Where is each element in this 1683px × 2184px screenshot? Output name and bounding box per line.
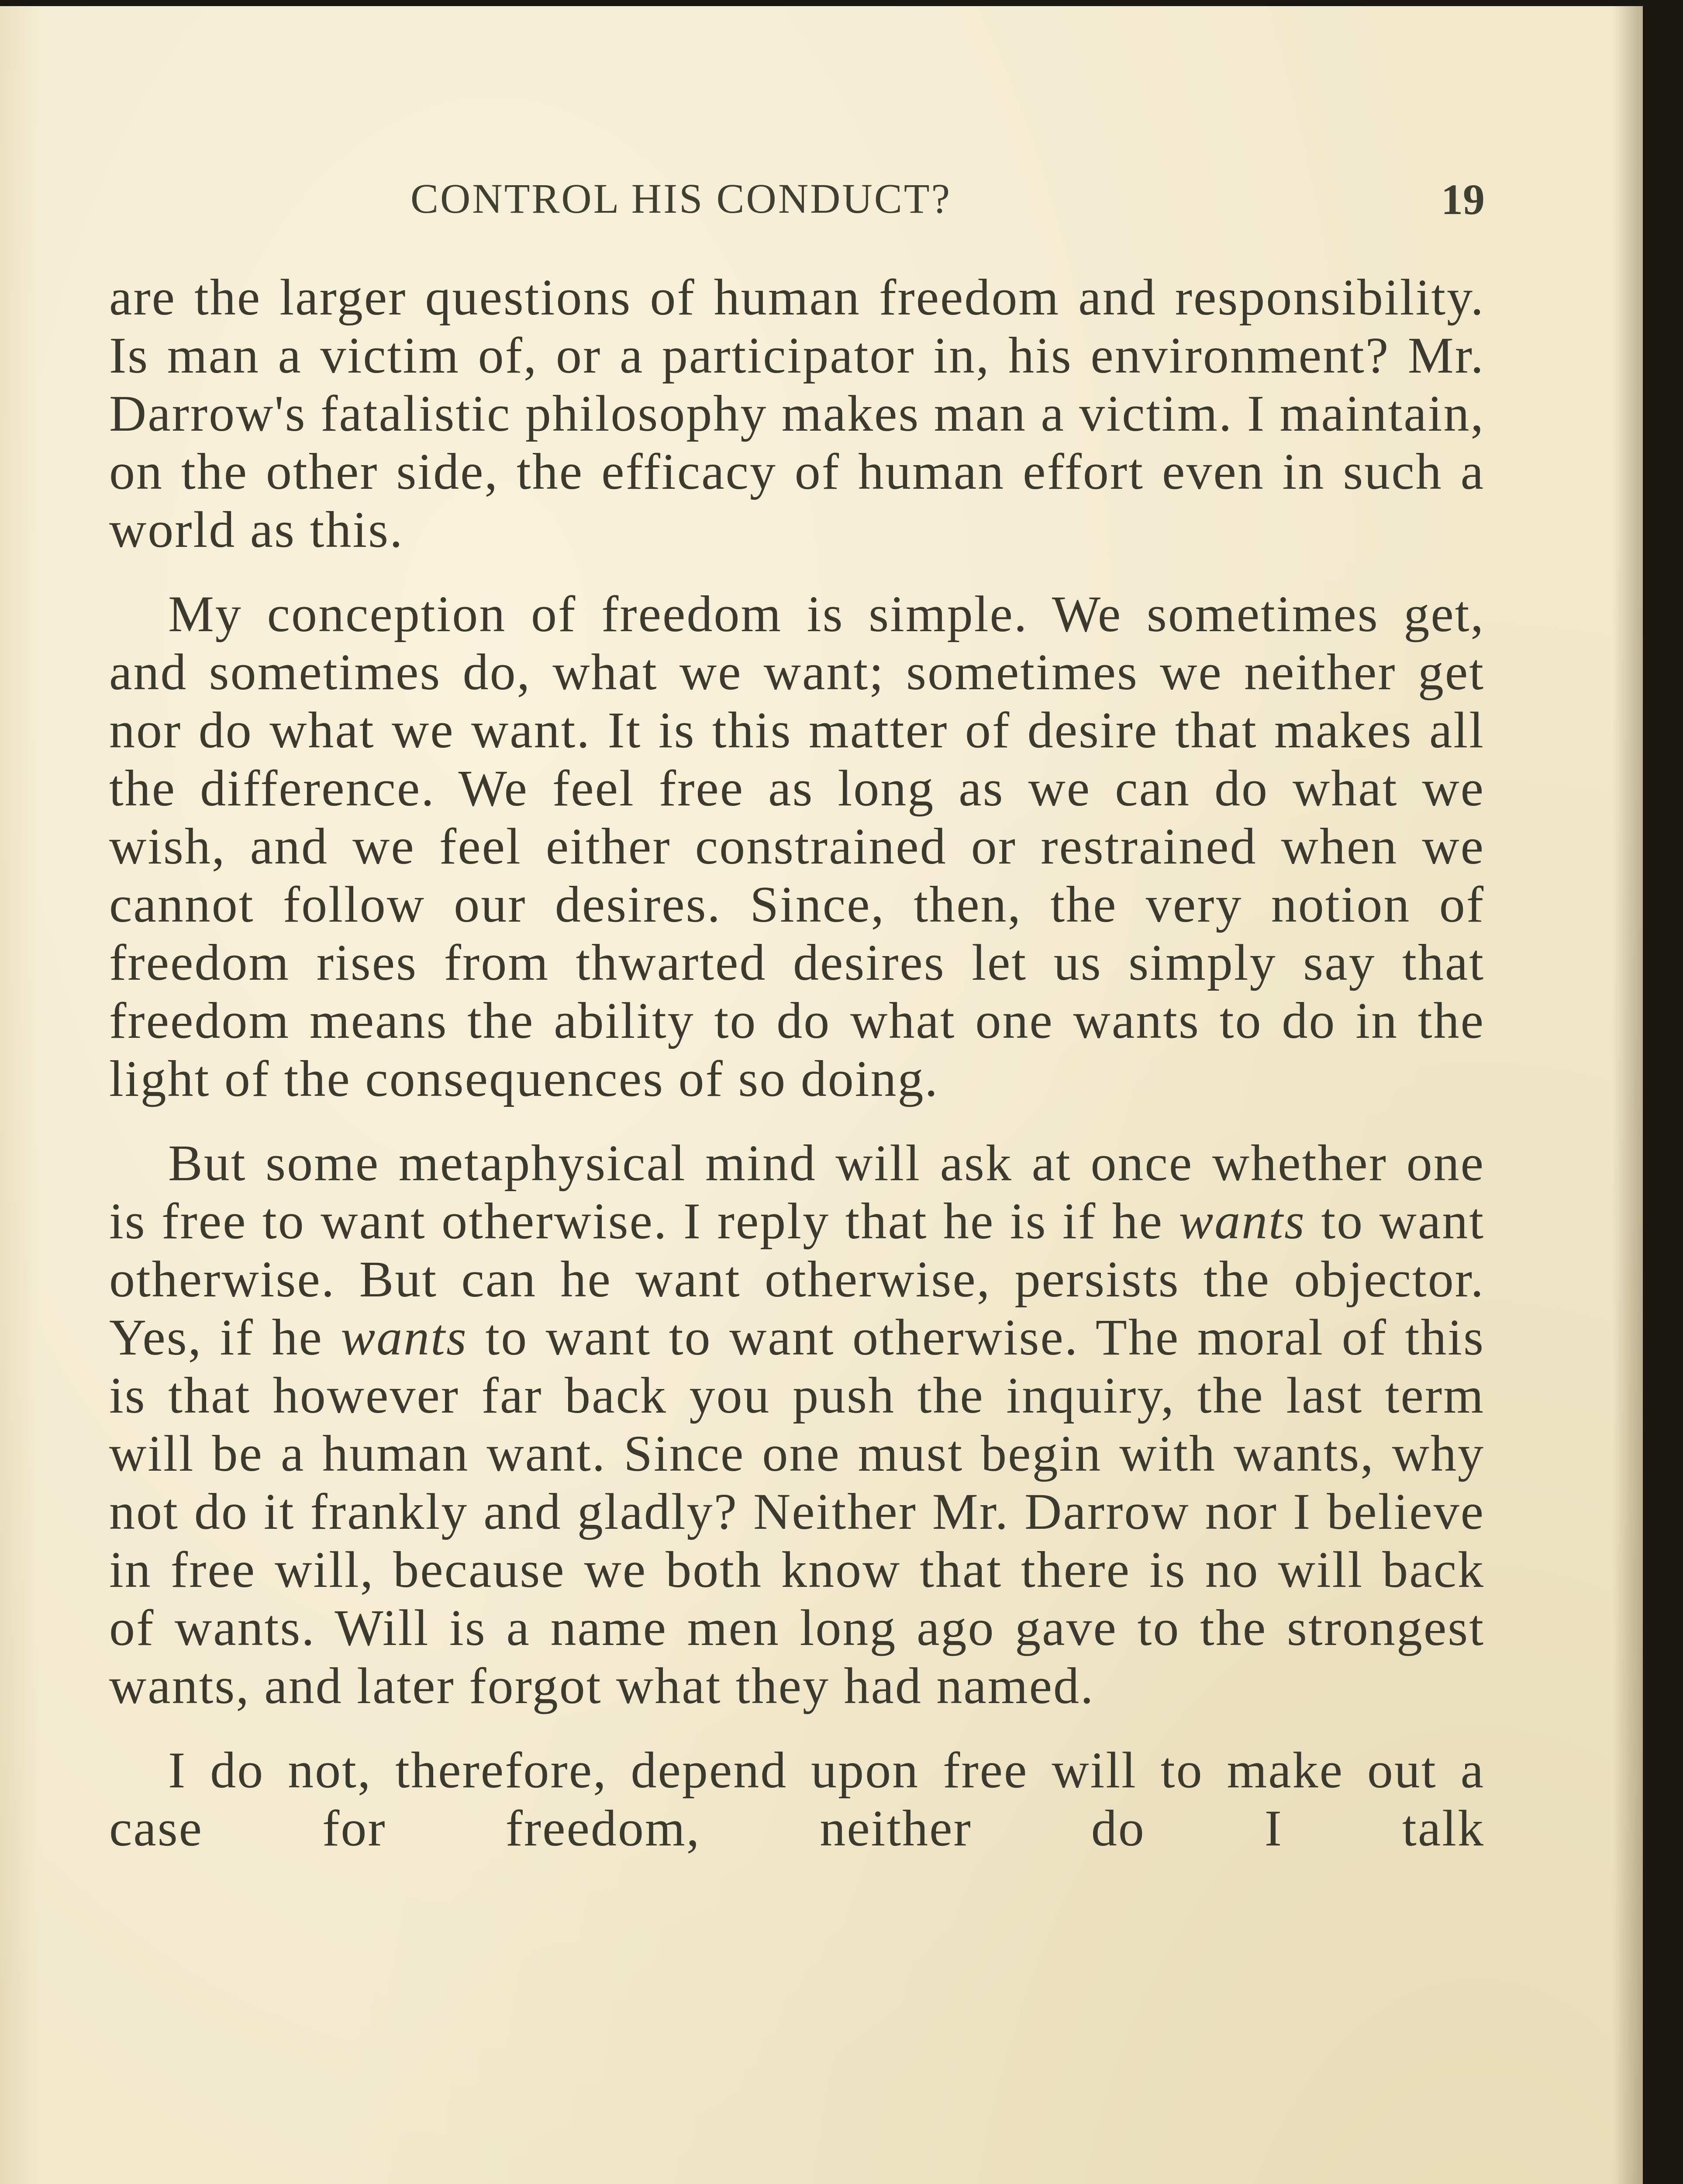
page-number: 19 xyxy=(1441,175,1485,224)
book-page xyxy=(0,6,1643,2184)
paragraph-1-text: are the larger questions of human freedom and responsibility. Is man a victim of, or a participator in, his environment? Mr. Darrow's fatalistic philosophy makes man a victim. I maintain, on the other side, the efficacy of human effort even in such a world as this. xyxy=(109,269,1485,558)
paragraph-3-text-end: to want to want otherwise. The moral of this is that however far back you push the inquiry, the last term will be a human want. Since one must begin with wants, why not do it frankly and gladly? Neither Mr. Darrow nor I believe in free will, because we both know that there is no will back of wants. Will is a name men long ago gave to the strongest wants, and later forgot what they had named. xyxy=(109,1309,1485,1714)
emphasis-wants-2: wants xyxy=(341,1309,468,1366)
running-title: CONTROL HIS CONDUCT? xyxy=(410,175,952,222)
paragraph-3-text-start: But some metaphysical mind will ask at once whether one is free to want otherwise. I reply that he is if he xyxy=(109,1134,1485,1250)
paragraph-4 xyxy=(109,1741,1485,1857)
paragraph-2-text: My conception of freedom is simple. We sometimes get, and sometimes do, what we want; sometimes we neither get nor do what we want. It is this matter of desire that makes all the difference. We feel free as long as we can do what we wish, and we feel either constrained or restrained when we cannot follow our desires. Since, then, the very notion of freedom rises from thwarted desires let us simply say that freedom means the ability to do what one wants to do in the light of the consequences of so doing. xyxy=(109,585,1485,1107)
body-text xyxy=(109,268,1485,1857)
running-head xyxy=(109,174,1485,235)
page-edge-shadow xyxy=(1612,6,1643,2184)
paragraph-4-text: I do not, therefore, depend upon free will to make out a case for freedom, neither do I talk xyxy=(109,1742,1485,1857)
paragraph-1 xyxy=(109,268,1485,559)
paragraph-3-text-middle: to want otherwise. But can he want otherwise, persists the objector. Yes, if he xyxy=(109,1192,1485,1366)
emphasis-wants-1: wants xyxy=(1179,1192,1306,1250)
paragraph-2 xyxy=(109,585,1485,1108)
paragraph-3 xyxy=(109,1134,1485,1715)
